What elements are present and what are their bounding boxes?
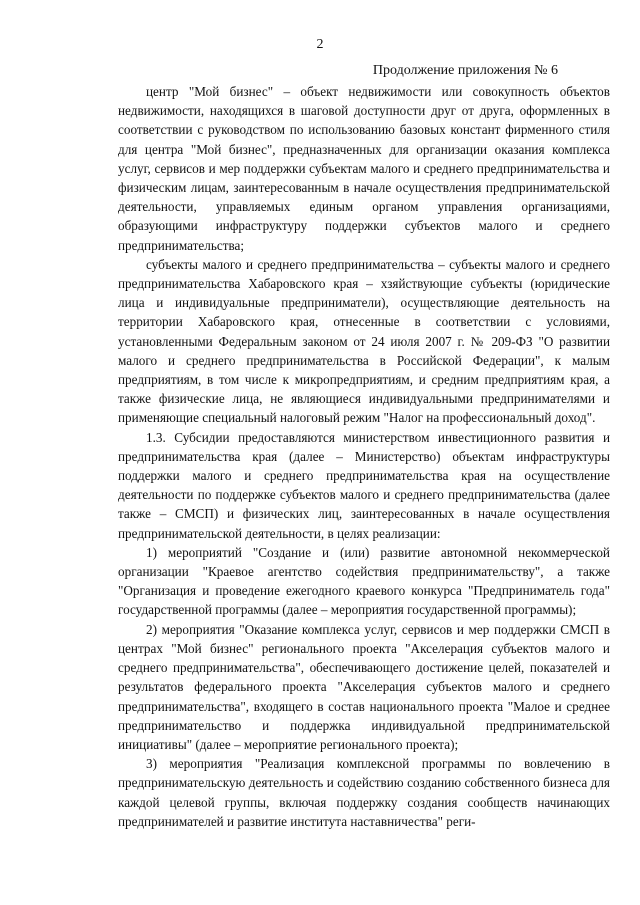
paragraph-item-3: 3) мероприятия "Реализация комплексной программы по вовлечению в предпринимательскую деятельность и содействию созданию собственного бизнеса для каждой целевой группы, включая поддержку создания сообществ начинающих предпринимателей и развитие института наставничества" реги- [118,756,610,829]
paragraph-item-2: 2) мероприятия "Оказание комплекса услуг, сервисов и мер поддержки СМСП в центрах "Мой бизнес" регионального проекта "Акселерация субъектов малого и среднего предпринимательства", обеспечивающего достижение целей, показателей и результатов федерального проекта "Акселерация субъектов малого и среднего предпринимательства", входящего в состав национального проекта "Малое и среднее предпринимательство и поддержка индивидуальной предпринимательской инициативы" (далее – мероприятие регионального проекта); [118,621,610,752]
paragraph-definition-smsp: субъекты малого и среднего предпринимательства – субъекты малого и среднего предпринимательства Хабаровского края – хзяйствующие субъекты (юридические лица и индивидуальные предприниматели), осуществляющие деятельность на территории Хабаровского края, отнесенные в соответствии с условиями, установленными Федеральным законом от 24 июля 2007 г. № 209-ФЗ "О развитии малого и среднего предпринимательства в Российской Федерации", к малым предприятиям, в том числе к микропредприятиям, и средним предприятиям края, а также физические лица, не являющиеся индивидуальными предпринимателями и применяющие специальный налоговый режим "Налог на профессиональный доход". [118,256,610,426]
appendix-continuation-note: Продолжение приложения № 6 [372,63,558,78]
document-body [118,82,610,831]
paragraph-definition-my-business-center: центр "Мой бизнес" – объект недвижимости или совокупность объектов недвижимости, находящихся в шаговой доступности друг от друга, оформленных в соответствии с руководством по использованию базовых констант фирменного стиля для центра "Мой бизнес", предназначенных для организации оказания комплекса услуг, сервисов и мер поддержки субъектам малого и среднего предпринимательства и физическим лицам, заинтересованным в начале осуществления предпринимательской деятельности, управляемых единым органом управления организациями, образующими инфраструктуру поддержки субъектов малого и среднего предпринимательства; [118,84,610,253]
paragraph-1-3-subsidies: 1.3. Субсидии предоставляются министерством инвестиционного развития и предпринимательства края (далее – Министерство) объектам инфраструктуры поддержки малого и среднего предпринимательства края на осуществление деятельности по поддержке субъектов малого и среднего предпринимательства (далее также – СМСП) и физических лиц, заинтересованных в начале осуществления предпринимательской деятельности, в целях реализации: [118,429,610,541]
paragraph-item-1: 1) мероприятий "Создание и (или) развитие автономной некоммерческой организации "Краевое агентство содействия предпринимательству", а также "Организация и проведение ежегодного краевого конкурса "Предприниматель года" государственной программы (далее – мероприятия государственной программы); [118,544,610,618]
page-number: 2 [316,37,324,52]
